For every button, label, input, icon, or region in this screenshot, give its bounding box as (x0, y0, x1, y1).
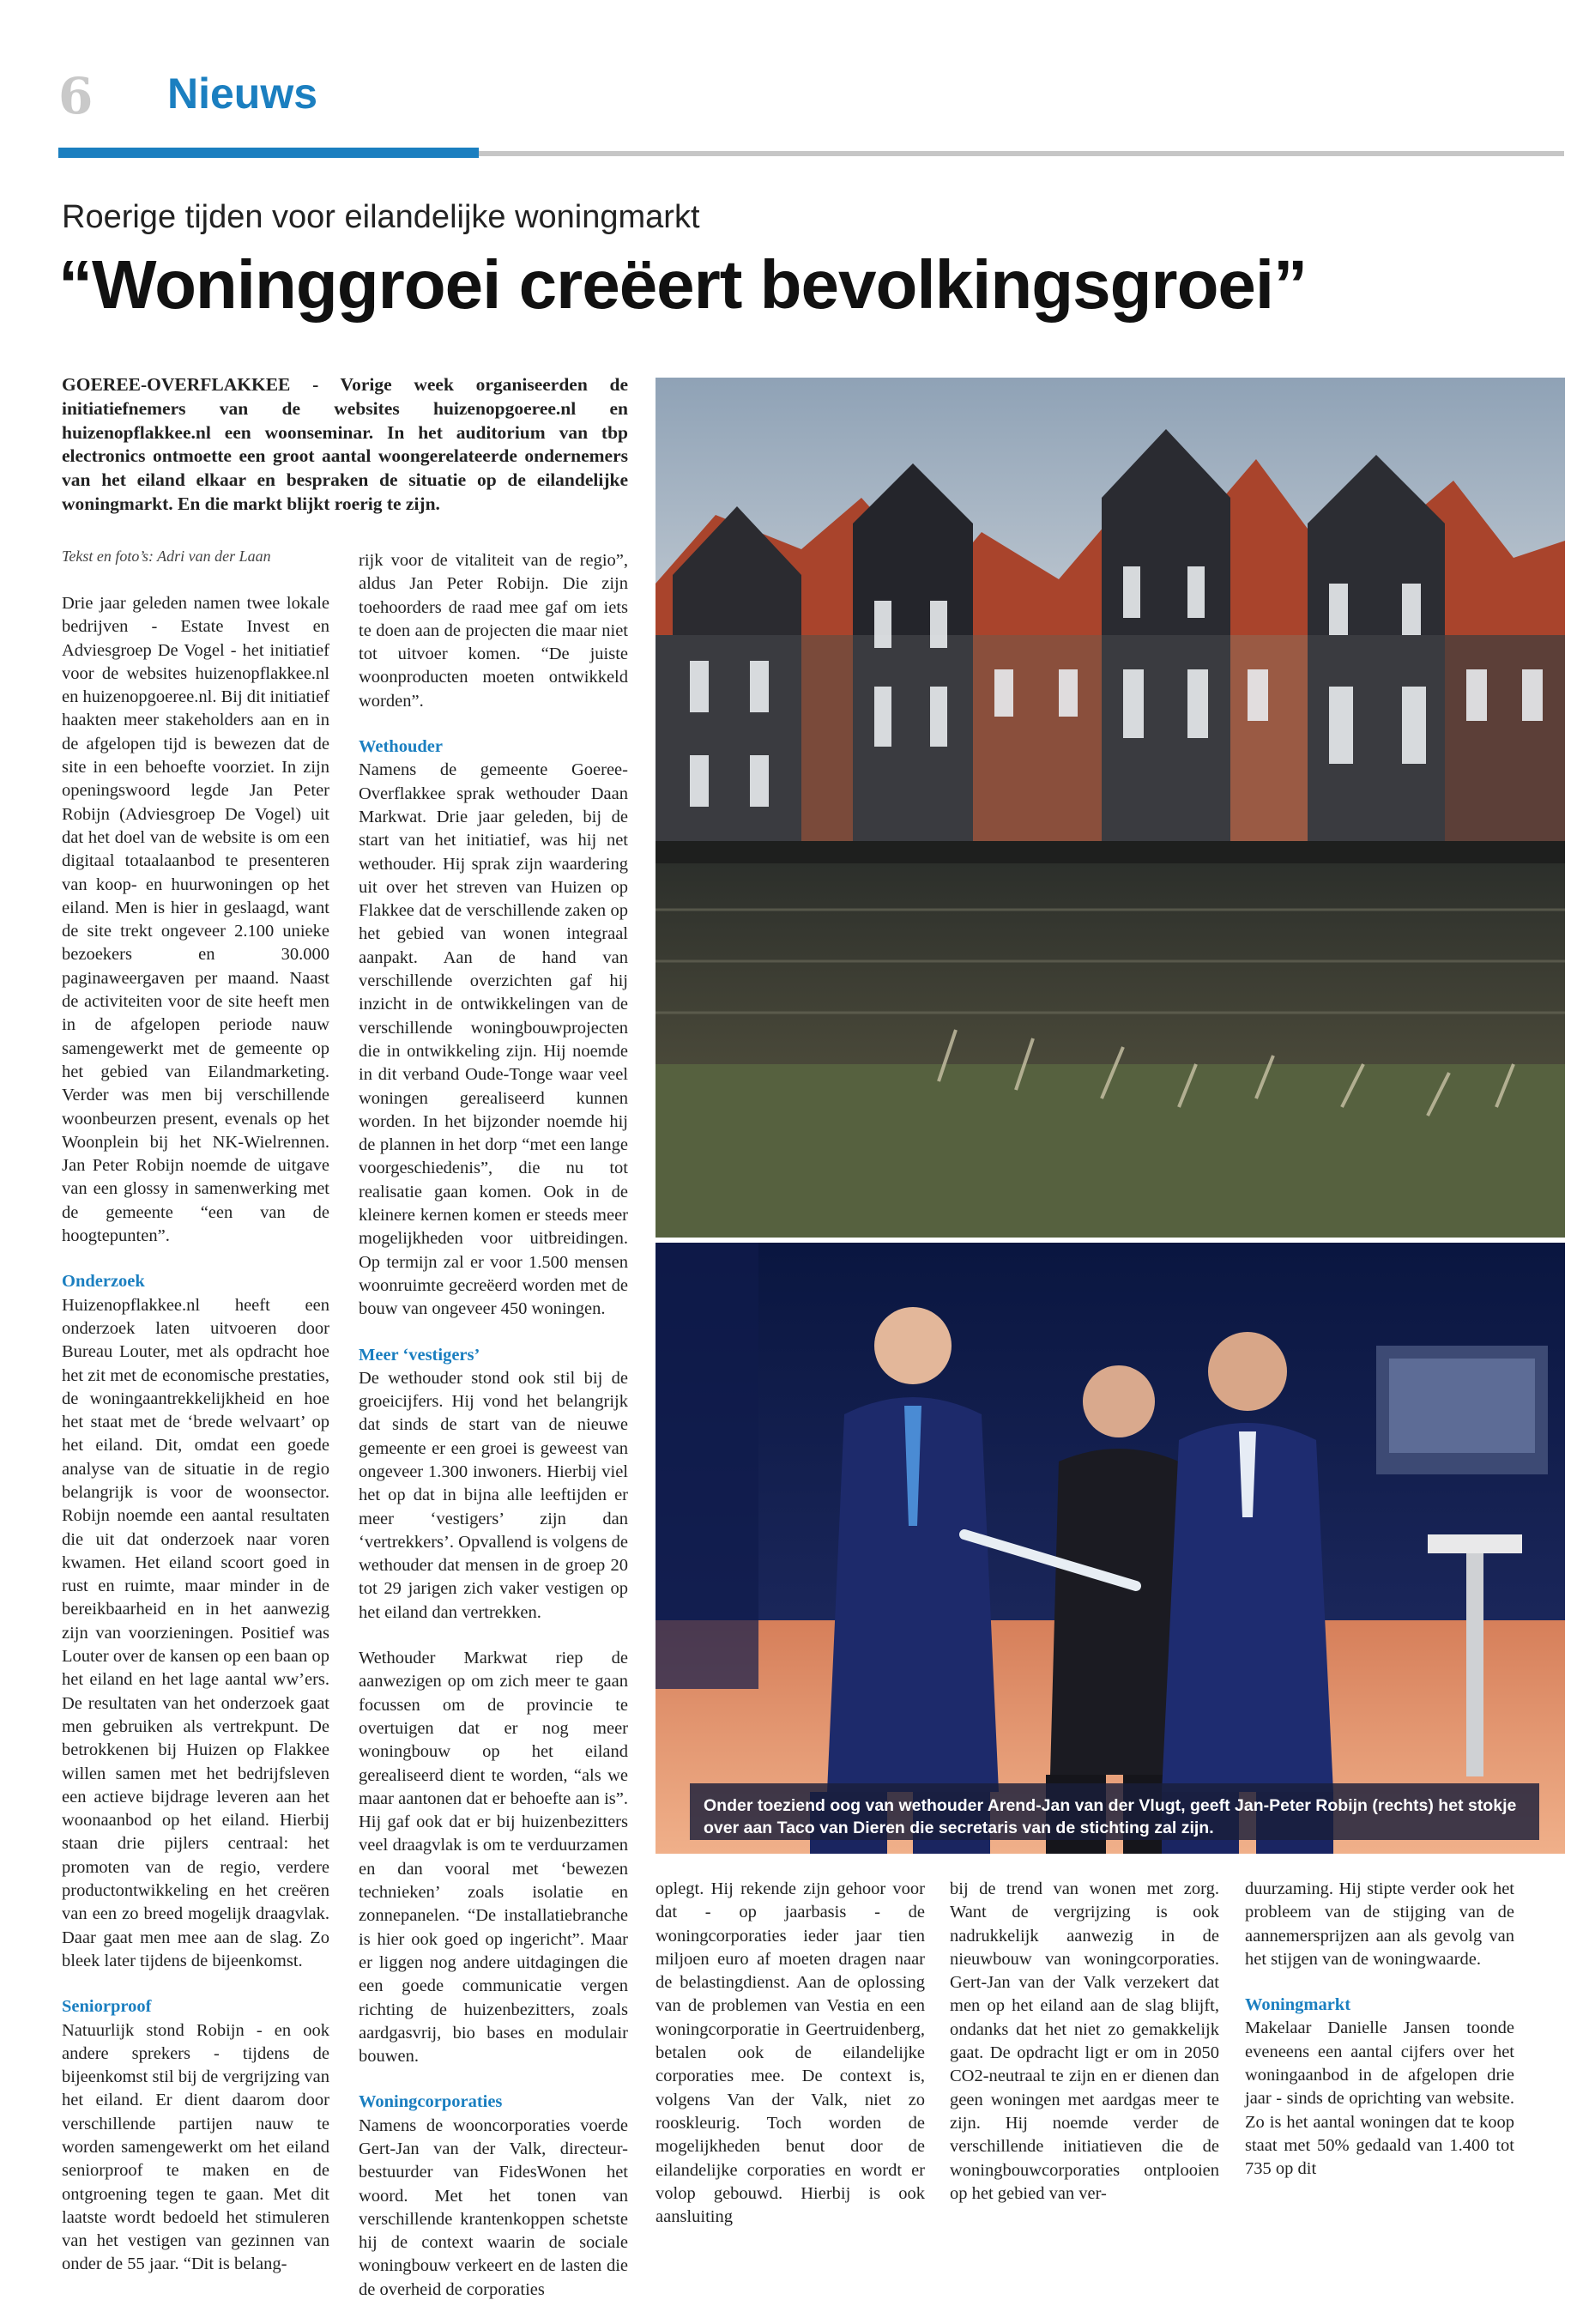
paragraph: Wethouder Markwat riep de aanwezigen op om zich meer te gaan focussen om de provincie te overtuigen dat er nog meer woningbouw op het eiland gerealiseerd dient te worden, “als we maar aantonen dat er behoefte aan is”. Hij gaf ook dat er bij huizenbezitters veel draagvlak is om te verduurzamen en dan vooral met ‘bewezen technieken’ zoals isolatie en zonnepanelen. “De installatiebranche is hier ook goed op ingericht”. Maar er liggen nog andere uitdagingen die een goede communicatie vergen richting de huizenbezitters, zoals aardgasvrij, bio bases en modulair bouwen. (359, 1649, 628, 2067)
subheading: Onderzoek (62, 1272, 145, 1292)
houses-illustration (656, 378, 1565, 1238)
subsection-seniorproof (62, 1995, 329, 2277)
text-column-5 (1245, 1878, 1514, 2204)
subsection-woningmarkt (1245, 1994, 1514, 2181)
paragraph: oplegt. Hij rekende zijn gehoor voor dat - op jaarbasis - de woningcorporaties ieder jaar tien miljoen euro af moeten dragen naar de belastingdienst. Aan de oplossing van de problemen van Vestia en een woningcorporatie in Geertruidenberg, betalen ook de eilandelijke corporaties mee. De context is, volgens Van der Valk, niet zo rooskleurig. Toch worden de mogelijkheden benut door de eilandelijke corporaties en wordt er volop gebouwd. Hierbij is ook aansluiting (656, 1879, 925, 2227)
paragraph: Huizenopflakkee.nl heeft een onderzoek laten uitvoeren door Bureau Louter, met als opdracht hoe het zit met de economische prestaties, de woningaantrekkelijkheid en hoe het staat met de ‘brede welvaart’ op het eiland. Dit, omdat een goede analyse van de situatie in de regio belangrijk is voor de woonsector. Robijn noemde een aantal resultaten die uit dat onderzoek naar voren kwamen. Het eiland scoort goed in rust en ruimte, maar minder in de bereikbaarheid en in het aanwezig zijn van voorzieningen. Positief was Louter over de kansen op een baan op het eiland en het lage aantal ww’ers. De resultaten van het onderzoek gaat men gebruiken als vertrekpunt. De betrokkenen bij Huizen op Flakkee willen samen met het bedrijfsleven een actieve bijdrage leveren aan het woonaanbod op het eiland. Hierbij staan drie pijlers centraal: het promoten van de regio, verdere productontwikkeling en het creëren van een zo breed mogelijk draagvlak. Daar gaat men mee aan de slag. Zo bleek later tijdens de bijeenkomst. (62, 1295, 329, 1970)
paragraph: bij de trend van wonen met zorg. Want de vergrijzing is ook nadrukkelijk aanwezig in de nieuwbouw van woningcorporaties. Gert-Jan van der Valk verzekert dat men op het eiland aan de slag blijft, ondanks dat het niet zo gemakkelijk gaat. De opdracht ligt er om in 2050 CO2-neutraal te zijn en er dienen dan geen woningen met aardgas meer te zijn. Hij noemde verder de verschillende initiatieven die de woningbouwcorporaties ontplooien op het gebied van ver- (950, 1879, 1219, 2203)
photo-houses (656, 378, 1565, 1238)
paragraph: De wethouder stond ook stil bij de groeicijfers. Hij vond het belangrijk dat sinds de start van de nieuwe gemeente er een groei is geweest van ongeveer 1.300 inwoners. Hierbij viel het op dat in bijna alle leeftijden er meer ‘vestigers’ zijn dan ‘vertrekkers’. Opvallend is volgens de wethouder dat mensen in de groep 20 tot 29 jarigen zich vaker vestigen op het eiland dan vertrekken. (359, 1368, 628, 1622)
text-column-3 (656, 1878, 925, 2251)
article-headline: “Woninggroei creëert bevolkingsgroei” (58, 246, 1308, 323)
paragraph: Drie jaar geleden namen twee lokale bedrijven - Estate Invest en Adviesgroep De Vogel - het initiatief voor de websites huizenopflakkee.nl en huizenopgoeree.nl. Bij dit initiatief haakten meer stakeholders aan en in de afgelopen tijd is bewezen dat de site in een behoefte voorziet. In zijn openingswoord legde Jan Peter Robijn (Adviesgroep De Vogel) uit dat het doel van de website is om een digitaal totaalaanbod te presenteren van koop- en huurwoningen op het eiland. Men is hier in geslaagd, want de site trekt ongeveer 2.100 unieke bezoekers en 30.000 paginaweergaven per maand. Naast de activiteiten voor de site heeft men in de afgelopen periode nauw samengewerkt met de gemeente op het gebied van Eilandmarketing. Verder was men bij verschillende woonbeurzen present, evenals op het Woonplein bij het NK-Wielrennen. Jan Peter Robijn noemde de uitgave van een glossy in samenwerking met de gemeente “een van de hoogtepunten”. (62, 594, 329, 1246)
paragraph: Makelaar Danielle Jansen toonde eveneens een aantal cijfers over het woningaanbod in de afgelopen drie jaar - sinds de oprichting van website. Zo is het aantal woningen dat te koop staat met 50% gedaald van 1.400 tot 735 op dit (1245, 2018, 1514, 2179)
text-column-4 (950, 1878, 1219, 2228)
subheading: Meer ‘vestigers’ (359, 1345, 480, 1365)
photo-ceremony (656, 1243, 1565, 1854)
subheading: Wethouder (359, 737, 443, 757)
paragraph: Natuurlijk stond Robijn - en ook andere sprekers - tijdens de bijeenkomst stil bij de vergrijzing van het eiland. Er dient daarom door verschillende partijen nauw te worden samengewerkt om het eiland seniorproof te maken en de ontgroening tegen te gaan. Met dit laatste wordt bedoeld het stimuleren van het vestigen van gezinnen van onder de 55 jaar. “Dit is belang- (62, 2020, 329, 2274)
paragraph: duurzaming. Hij stipte verder ook het probleem van de stijging van de aannemersprijzen aan als gevolg van het stijgen van de woningwaarde. (1245, 1879, 1514, 1969)
article-lead: GOEREE-OVERFLAKKEE - Vorige week organiseerden de initiatiefnemers van de websites huizenopgoeree.nl en huizenopflakkee.nl een woonseminar. In het auditorium van tbp electronics ontmoette een groot aantal woongerelateerde ondernemers van het eiland elkaar en bespraken de situatie op de eilandelijke woningmarkt. En die markt blijkt roerig te zijn. (62, 374, 628, 514)
article-byline: Tekst en foto’s: Adri van der Laan (62, 548, 271, 565)
section-title: Nieuws (167, 70, 318, 118)
text-column-1 (62, 592, 329, 2299)
paragraph: Namens de gemeente Goeree-Overflakkee sprak wethouder Daan Markwat. Drie jaar geleden, bij de start van het initiatief, was hij net wethouder. Hij sprak zijn waardering uit over het streven van Huizen op Flakkee dat de verschillende zaken op het gebied van wonen integraal aanpakt. Aan de hand van verschillende overzichten gaf hij inzicht in de ontwikkelingen van de verschillende woningbouwprojecten die in ontwikkeling zijn. Hij noemde in dit verband Oude-Tonge waar veel woningen gerealiseerd kunnen worden. In het bijzonder noemde hij de plannen in het dorp “met een lange voorgeschiedenis”, die nu tot realisatie gaan komen. Ook in de kleinere kernen komen er steeds meer mogelijkheden voor uitbreidingen. Op termijn zal er voor 1.500 mensen woonruimte gecreëerd worden met de bouw van ongeveer 450 woningen. (359, 760, 628, 1319)
subheading: Woningcorporaties (359, 2092, 503, 2112)
header-rule (479, 151, 1564, 156)
article-kicker: Roerige tijden voor eilandelijke woningmarkt (62, 199, 700, 235)
subsection-onderzoek (62, 1270, 329, 1973)
ceremony-illustration (656, 1243, 1565, 1854)
photo-caption: Onder toeziend oog van wethouder Arend-Jan van der Vlugt, geeft Jan-Peter Robijn (rechts) het stokje over aan Taco van Dieren die secretaris van de stichting zal zijn. (704, 1796, 1517, 1837)
page-number: 6 (58, 67, 94, 125)
subsection-wethouder (359, 735, 628, 1321)
subheading: Woningmarkt (1245, 1995, 1351, 2015)
paragraph: rijk voor de vitaliteit van de regio”, aldus Jan Peter Robijn. Die zijn toehoorders de raad mee gaf om iets te doen aan de projecten die maar niet tot uitvoer komen. “De juiste woonproducten moeten ontwikkeld worden”. (359, 551, 628, 711)
subsection-woningcorporaties (359, 2091, 628, 2302)
paragraph: Namens de wooncorporaties voerde Gert-Jan van der Valk, directeur-bestuurder van FidesWonen het woord. Met het tonen van verschillende krantenkoppen schetste hij de context waarin de sociale woningbouw verkeert en de lasten die de overheid de corporaties (359, 2115, 628, 2299)
subsection-vestigers (359, 1344, 628, 1625)
text-column-2 (359, 549, 628, 2324)
subheading: Seniorproof (62, 1997, 152, 2017)
header-rule-accent (58, 148, 479, 158)
